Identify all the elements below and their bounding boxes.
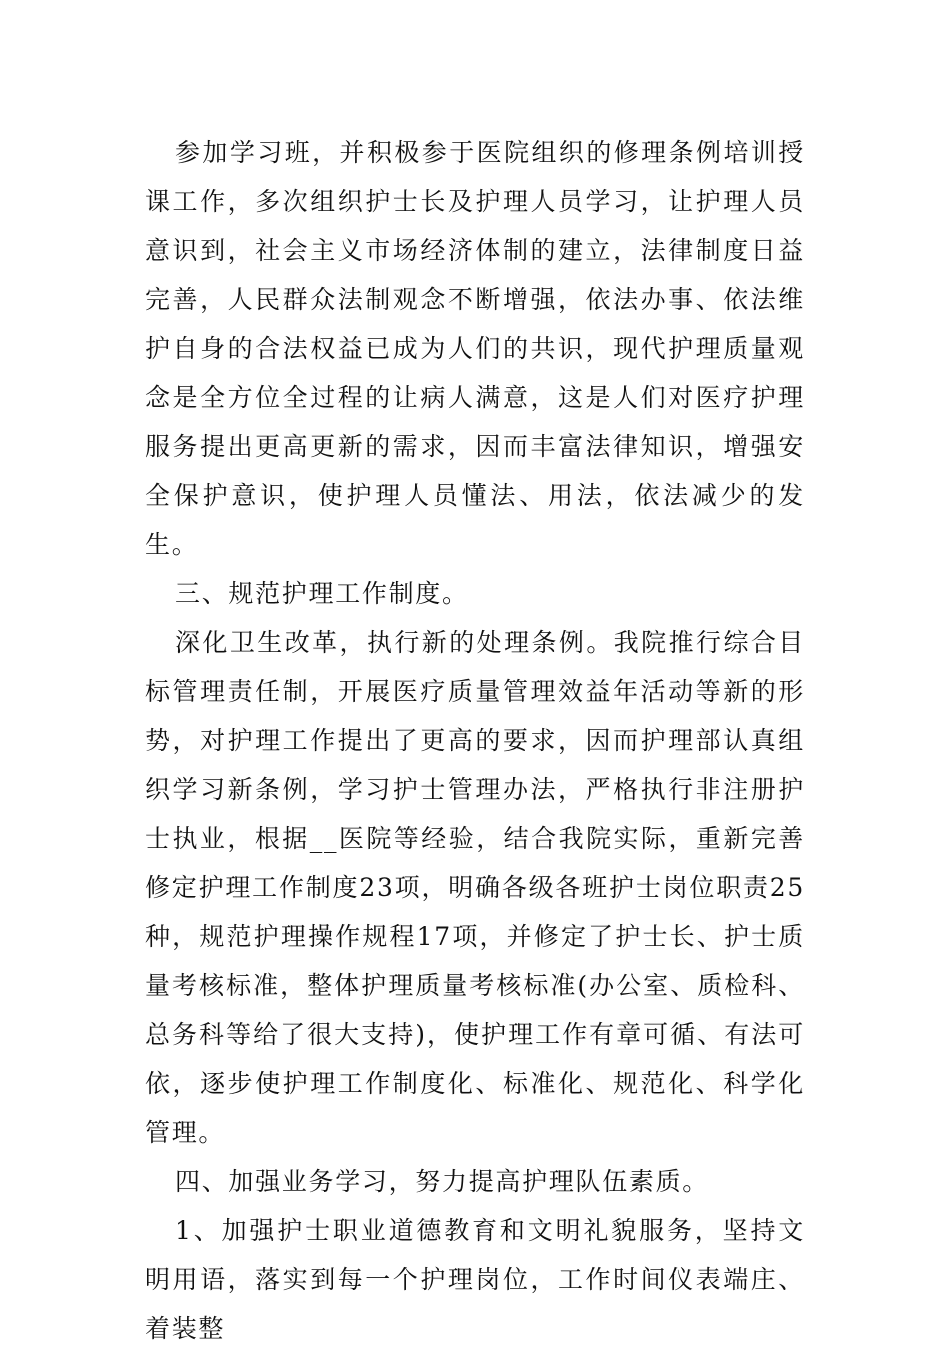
section-heading-3: 三、规范护理工作制度。 <box>175 579 469 608</box>
document-body <box>145 128 805 1353</box>
paragraph-regulations: 深化卫生改革，执行新的处理条例。我院推行综合目标管理责任制，开展医疗质量管理效益年活动等新的形势，对护理工作提出了更高的要求，因而护理部认真组织学习新条例，学习护士管理办法，严格执行非注册护士执业，根据__医院等经验，结合我院实际，重新完善修定护理工作制度23项，明确各级各班护士岗位职责25种，规范护理操作规程17项，并修定了护士长、护士质量考核标准，整体护理质量考核标准(办公室、质检科、总务科等给了很大支持)，使护理工作有章可循、有法可依，逐步使护理工作制度化、标准化、规范化、科学化管理。 <box>145 628 805 1147</box>
paragraph-ethics-education: 1、加强护士职业道德教育和文明礼貌服务，坚持文明用语，落实到每一个护理岗位，工作时间仪表端庄、着装整 <box>145 1216 805 1343</box>
section-heading-4: 四、加强业务学习，努力提高护理队伍素质。 <box>175 1167 710 1196</box>
paragraph-legal-awareness: 参加学习班，并积极参于医院组织的修理条例培训授课工作，多次组织护士长及护理人员学习，让护理人员意识到，社会主义市场经济体制的建立，法律制度日益完善，人民群众法制观念不断增强，依法办事、依法维护自身的合法权益已成为人们的共识，现代护理质量观念是全方位全过程的让病人满意，这是人们对医疗护理服务提出更高更新的需求，因而丰富法律知识，增强安全保护意识，使护理人员懂法、用法，依法减少的发生。 <box>145 138 805 559</box>
